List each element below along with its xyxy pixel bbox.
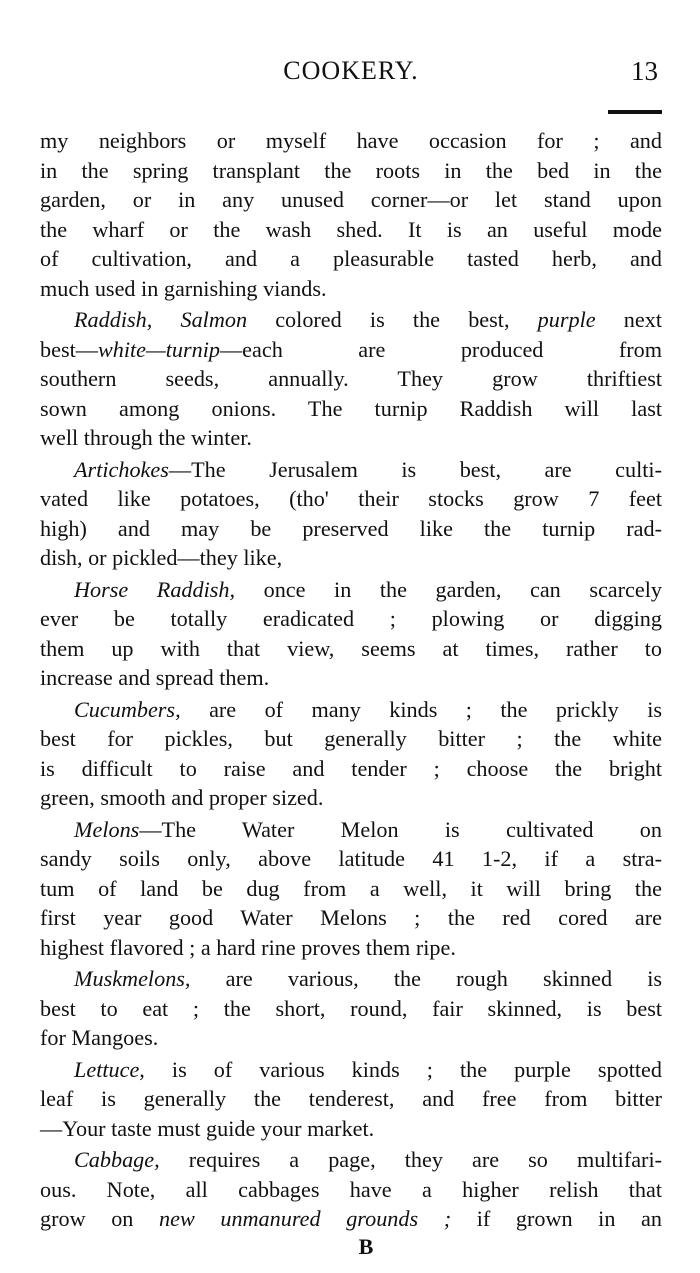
text-line: green, smooth and proper sized. [40,785,324,810]
text-line: increase and spread them. [40,665,270,690]
text-line [40,575,662,605]
text-line: vated like potatoes, (tho' their stocks grow 7 feet [40,486,662,511]
italic-word: white—turnip [97,336,220,362]
text-run: are various, the rough skinned is [190,966,662,991]
text-line: tum of land be dug from a well, it will bring the [40,875,662,901]
entry-term-muskmelons: Muskmelons, [74,966,191,991]
text-line [40,695,662,725]
text-line: garden, or in any unused corner—or let stand upon [40,187,662,212]
text-line: the wharf or the wash shed. It is an useful mode [40,216,662,242]
text-line: first year good Water Melons ; the red cored are [40,905,662,930]
text-line [40,335,662,365]
running-head: COOKERY. [283,56,419,85]
text-line: best for pickles, but generally bitter ; the white [40,726,662,751]
text-run: —The Water Melon is cultivated on [139,816,662,842]
text-run: next [595,307,662,332]
text-run: once in the garden, can scarcely [235,576,662,602]
text-run: best— [40,336,98,362]
text-line: leaf is generally the tenderest, and free from bitter [40,1086,662,1111]
text-run: are of many kinds ; the prickly is [180,696,662,722]
entry-term-melons: Melons [74,816,140,842]
page-number: 13 [631,56,658,86]
text-line: ever be totally eradicated ; plowing or digging [40,606,662,631]
text-line: highest flavored ; a hard rine proves them ripe. [40,934,456,960]
text-line [40,1204,662,1234]
entry-term-artichokes: Artichokes [74,456,169,482]
text-line: of cultivation, and a pleasurable tasted herb, and [40,246,662,271]
text-line [40,1145,662,1175]
book-page [40,56,662,1260]
body-text [40,126,662,1234]
text-run: grow on [40,1206,159,1231]
text-line: high) and may be preserved like the turnip rad- [40,515,662,541]
text-line [40,964,662,994]
text-line: is difficult to raise and tender ; choose the bright [40,755,662,781]
page-header [40,56,662,100]
text-line: southern seeds, annually. They grow thriftiest [40,366,662,391]
entry-term-lettuce: Lettuce, [74,1056,145,1082]
text-run: —The Jerusalem is best, are culti- [168,456,662,482]
text-line: my neighbors or myself have occasion for ; and [40,128,662,153]
header-rule [608,110,662,114]
text-line: well through the winter. [40,425,252,450]
text-line: much used in garnishing viands. [40,275,327,301]
text-line: sown among onions. The turnip Raddish will last [40,395,662,421]
text-line: ous. Note, all cabbages have a higher relish that [40,1176,662,1202]
text-line: sandy soils only, above latitude 41 1-2, if a stra- [40,846,662,871]
italic-phrase: new unmanured grounds ; [159,1206,452,1231]
signature-mark: B [358,1233,374,1259]
text-run: is of various kinds ; the purple spotted [144,1056,662,1082]
text-line: in the spring transplant the roots in the bed in the [40,157,662,183]
text-line [40,1055,662,1085]
italic-word: purple [537,307,596,332]
text-run: colored is the best, [247,307,538,332]
text-line [40,455,662,485]
text-line: them up with that view, seems at times, rather to [40,635,662,661]
text-line [40,815,662,845]
italic-word: Salmon [180,307,248,332]
text-line: best to eat ; the short, round, fair skinned, is best [40,995,662,1021]
text-run: requires a page, they are so multifari- [159,1147,662,1172]
text-line [40,305,662,335]
text-run: —each are produced from [219,336,662,362]
entry-term-cucumbers: Cucumbers, [74,696,181,722]
entry-term-raddish: Raddish, [74,307,153,332]
text-line: —Your taste must guide your market. [40,1115,375,1141]
text-line: dish, or pickled—they like, [40,545,283,570]
text-run: if grown in an [451,1206,662,1231]
entry-term-cabbage: Cabbage, [74,1147,160,1172]
entry-term-horse-raddish: Horse Raddish, [74,576,236,602]
text-line: for Mangoes. [40,1025,159,1050]
